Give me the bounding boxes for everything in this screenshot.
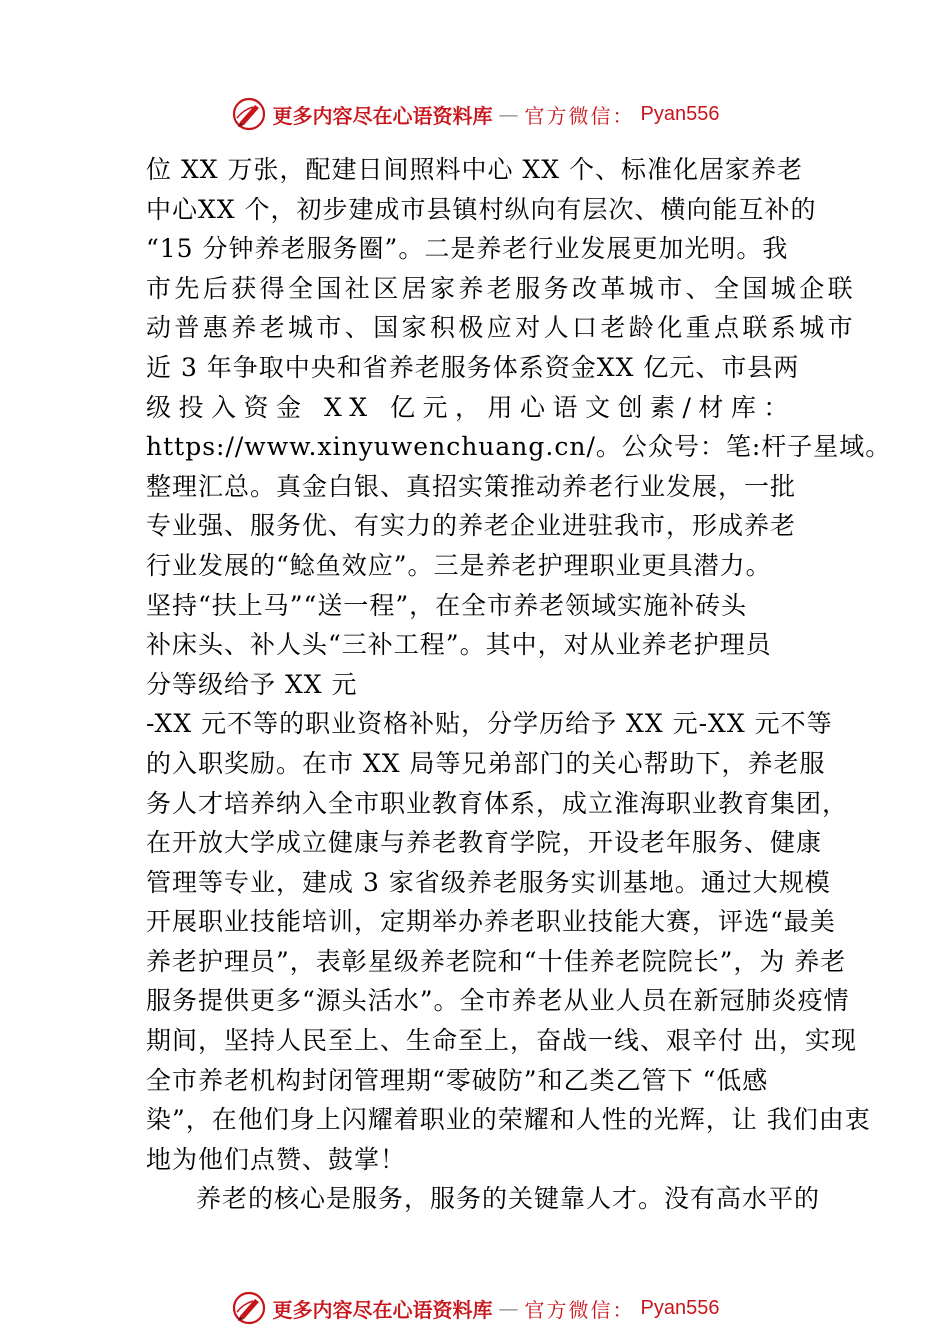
body-line: 整理汇总。真金白银、真招实策推动养老行业发展，一批 xyxy=(146,471,797,501)
body-line: 近 3 年争取中央和省养老服务体系资金XX 亿元、市县两 xyxy=(146,352,800,382)
pen-logo-icon xyxy=(231,1290,267,1326)
body-line: 开展职业技能培训，定期举办养老职业技能大赛，评选“最美 xyxy=(146,907,836,937)
body-line: 的入职奖励。在市 XX 局等兄弟部门的关心帮助下，养老服 xyxy=(146,748,826,778)
banner-wechat-label: 官方微信： xyxy=(524,1297,635,1322)
document-body xyxy=(146,150,892,1219)
body-line: 动普惠养老城市、国家积极应对人口老龄化重点联系城市 xyxy=(146,313,857,343)
body-line: 养老护理员”，表彰星级养老院和“十佳养老院院长”，为 养老 xyxy=(146,946,847,976)
body-line: 务人才培养纳入全市职业教育体系，成立淮海职业教育集团， xyxy=(146,788,849,818)
body-line: “15 分钟养老服务圈”。二是养老行业发展更加光明。我 xyxy=(146,234,789,264)
body-line: 分等级给予 XX 元 xyxy=(146,669,358,699)
body-line: 级投入资金 XX 亿元，用心语文创素/材库： xyxy=(146,392,796,422)
banner-title: 更多内容尽在心语资料库 xyxy=(272,103,493,128)
pen-logo-icon xyxy=(231,96,267,132)
body-line: 补床头、补人头“三补工程”。其中，对从业养老护理员 xyxy=(146,630,772,660)
banner-dash: — xyxy=(498,1296,519,1320)
body-line: 服务提供更多“源头活水”。全市养老从业人员在新冠肺炎疫情 xyxy=(146,986,850,1016)
body-line: 地为他们点赞、鼓掌！ xyxy=(146,1144,407,1174)
footer-banner xyxy=(0,1286,950,1330)
body-line: 坚持“扶上马”“送一程”，在全市养老领域实施补砖头 xyxy=(146,590,748,620)
body-line: 市先后获得全国社区居家养老服务改革城市、全国城企联 xyxy=(146,273,857,303)
body-line: 位 XX 万张，配建日间照料中心 XX 个、标准化居家养老 xyxy=(146,155,803,184)
body-line: 染”，在他们身上闪耀着职业的荣耀和人性的光辉，让 我们由衷 xyxy=(146,1105,871,1135)
body-line: 全市养老机构封闭管理期“零破防”和乙类乙管下 “低感 xyxy=(146,1065,769,1095)
banner-dash: — xyxy=(498,102,519,126)
banner-wechat-label: 官方微信： xyxy=(524,103,635,128)
body-line: 期间，坚持人民至上、生命至上，奋战一线、艰辛付 出，实现 xyxy=(146,1026,857,1056)
header-banner xyxy=(0,92,950,136)
body-line: 专业强、服务优、有实力的养老企业进驻我市，形成养老 xyxy=(146,511,797,541)
body-line: -XX 元不等的职业资格补贴，分学历给予 XX 元-XX 元不等 xyxy=(146,709,833,739)
body-line: 行业发展的“鲶鱼效应”。三是养老护理职业更具潜力。 xyxy=(146,550,772,580)
body-line: https://www.xinyuwenchuang.cn/。公众号：笔:杆子星域。 xyxy=(146,432,892,462)
body-line: 管理等专业，建成 3 家省级养老服务实训基地。通过大规模 xyxy=(146,867,831,897)
body-line: 养老的核心是服务，服务的关键靠人才。没有高水平的 xyxy=(196,1184,821,1214)
banner-wechat-id: Pyan556 xyxy=(640,1296,720,1319)
banner-title: 更多内容尽在心语资料库 xyxy=(272,1297,493,1322)
body-line: 在开放大学成立健康与养老教育学院，开设老年服务、健康 xyxy=(146,828,823,858)
body-line: 中心XX 个，初步建成市县镇村纵向有层次、横向能互补的 xyxy=(146,194,817,224)
banner-wechat-id: Pyan556 xyxy=(640,102,720,125)
